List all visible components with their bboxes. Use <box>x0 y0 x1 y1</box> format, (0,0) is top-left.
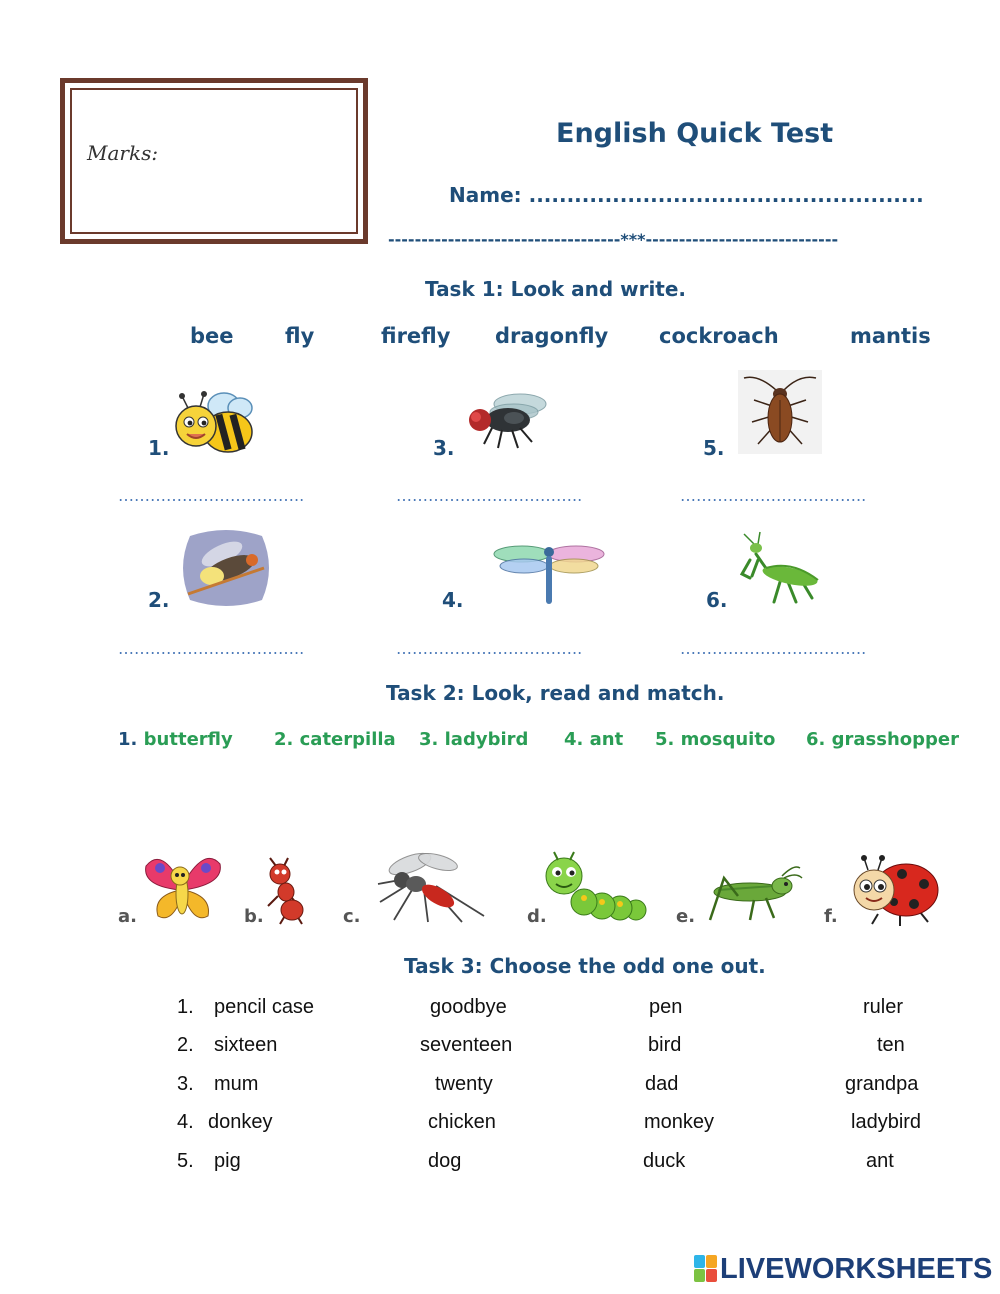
item-number: 4. <box>442 588 464 612</box>
task3-title: Task 3: Choose the odd one out. <box>404 954 766 978</box>
answer-blank[interactable]: …………………………….. <box>396 639 583 658</box>
row-number: 5. <box>177 1150 194 1172</box>
option[interactable]: ten <box>877 1034 905 1056</box>
firefly-icon <box>178 528 274 608</box>
cockroach-icon <box>738 370 822 454</box>
page-title: English Quick Test <box>556 118 834 149</box>
picture-letter: b. <box>244 906 264 927</box>
option[interactable]: ant <box>866 1150 894 1172</box>
option[interactable]: mum <box>214 1073 259 1095</box>
item-number: 2. <box>148 588 170 612</box>
grasshopper-icon[interactable] <box>704 862 802 924</box>
match-word: 1. butterfly <box>118 729 233 750</box>
butterfly-icon[interactable] <box>142 846 224 926</box>
option[interactable]: pig <box>214 1150 241 1172</box>
picture-letter: a. <box>118 906 137 927</box>
bee-icon <box>172 384 256 458</box>
mosquito-icon[interactable] <box>376 850 488 926</box>
row-number: 2. <box>177 1034 194 1056</box>
option[interactable]: bird <box>648 1034 682 1056</box>
separator: -----------------------------------***----------------------------- <box>388 230 839 249</box>
row-number: 3. <box>177 1073 194 1095</box>
answer-blank[interactable]: …………………………….. <box>396 486 583 505</box>
option[interactable]: ladybird <box>851 1111 922 1133</box>
wordbank-word: cockroach <box>659 324 779 348</box>
picture-letter: f. <box>824 906 838 927</box>
caterpillar-icon[interactable] <box>544 852 650 926</box>
option[interactable]: monkey <box>644 1111 715 1133</box>
option[interactable]: sixteen <box>214 1034 278 1056</box>
wordbank-word: fly <box>285 324 315 348</box>
match-word: 5. mosquito <box>655 729 776 750</box>
wordbank-word: dragonfly <box>495 324 609 348</box>
fly-icon <box>462 390 554 450</box>
picture-letter: c. <box>343 906 361 927</box>
row-number: 1. <box>177 996 194 1018</box>
match-word: 2. caterpilla <box>274 729 396 750</box>
task2-title: Task 2: Look, read and match. <box>386 681 725 705</box>
item-number: 3. <box>433 436 455 460</box>
option[interactable]: dad <box>645 1073 679 1095</box>
name-field[interactable]: Name: .................................................... <box>449 183 924 207</box>
liveworksheets-logo[interactable] <box>694 1252 992 1286</box>
marks-box <box>60 78 368 244</box>
wordbank-word: firefly <box>381 324 451 348</box>
option[interactable]: goodbye <box>430 996 507 1018</box>
ant-icon[interactable] <box>262 856 312 926</box>
option[interactable]: chicken <box>428 1111 496 1133</box>
picture-letter: d. <box>527 906 547 927</box>
option[interactable]: donkey <box>208 1111 273 1133</box>
marks-label: Marks: <box>87 141 159 165</box>
task1-title: Task 1: Look and write. <box>425 277 687 301</box>
logo-text: LIVEWORKSHEETS <box>720 1252 993 1285</box>
match-word: 3. ladybird <box>419 729 529 750</box>
dragonfly-icon <box>492 540 606 606</box>
picture-letter: e. <box>676 906 696 927</box>
item-number: 5. <box>703 436 725 460</box>
option[interactable]: pen <box>649 996 683 1018</box>
option[interactable]: ruler <box>863 996 904 1018</box>
logo-mark-icon <box>694 1255 718 1283</box>
row-number: 4. <box>177 1111 194 1133</box>
option[interactable]: seventeen <box>420 1034 513 1056</box>
option[interactable]: pencil case <box>214 996 315 1018</box>
item-number: 6. <box>706 588 728 612</box>
option[interactable]: duck <box>643 1150 686 1172</box>
option[interactable]: grandpa <box>845 1073 919 1095</box>
item-number: 1. <box>148 436 170 460</box>
match-word: 4. ant <box>564 729 624 750</box>
wordbank-word: bee <box>190 324 234 348</box>
answer-blank[interactable]: …………………………….. <box>680 486 867 505</box>
match-word: 6. grasshopper <box>806 729 959 750</box>
option[interactable]: twenty <box>435 1073 493 1095</box>
ladybird-icon[interactable] <box>848 854 940 926</box>
wordbank-word: mantis <box>850 324 931 348</box>
mantis-icon <box>736 530 822 604</box>
answer-blank[interactable]: …………………………….. <box>118 486 305 505</box>
answer-blank[interactable]: …………………………….. <box>118 639 305 658</box>
option[interactable]: dog <box>428 1150 462 1172</box>
answer-blank[interactable]: …………………………….. <box>680 639 867 658</box>
